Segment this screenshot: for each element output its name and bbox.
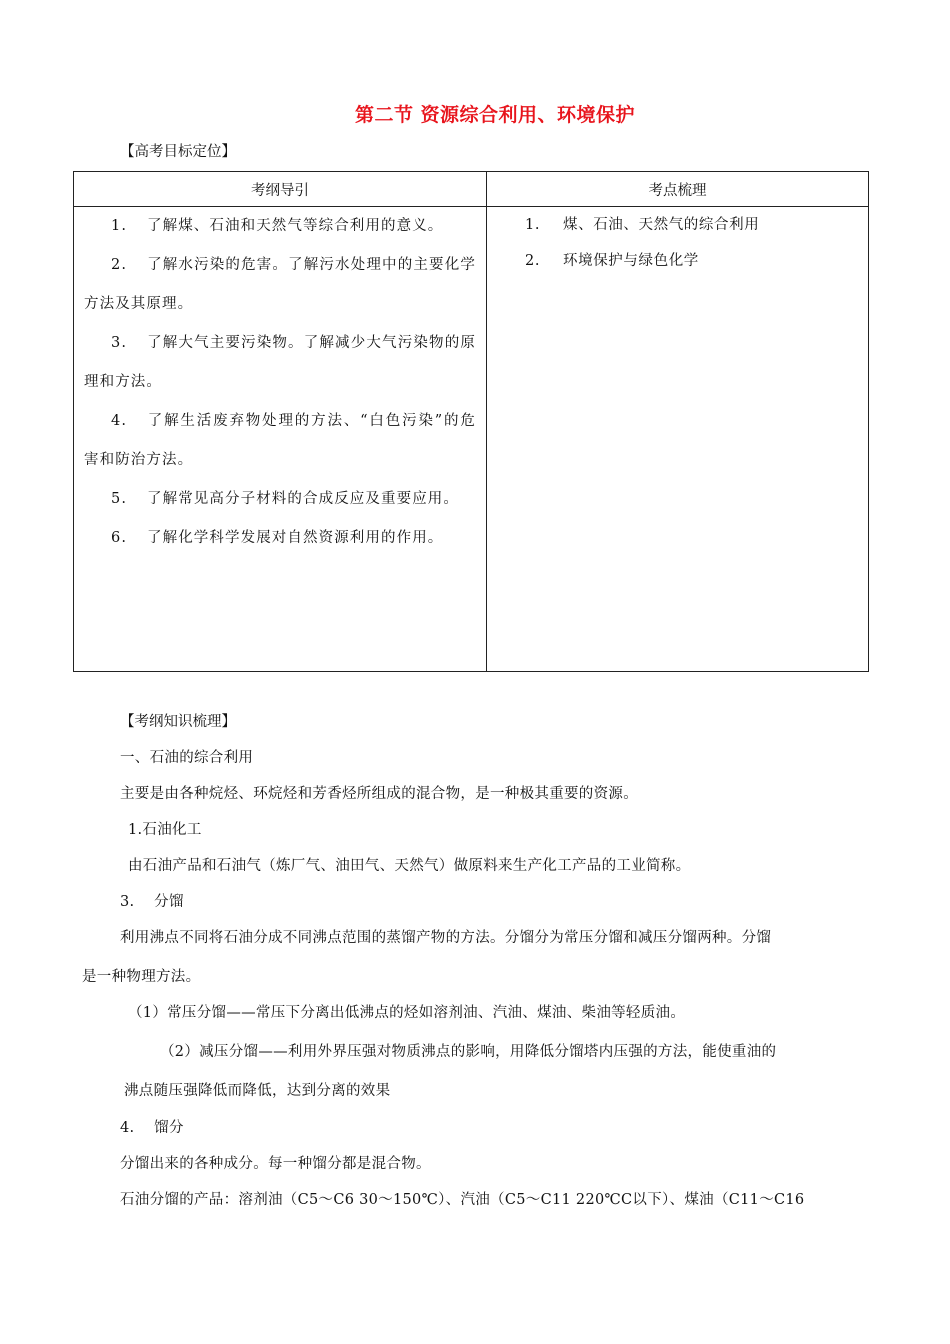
header-exam-points: 考点梳理 <box>487 172 869 207</box>
requirement-item: 3. 了解大气主要污染物。了解减少大气污染物的原理和方法。 <box>84 335 476 390</box>
section-title: 第二节 资源综合利用、环境保护 <box>354 104 636 126</box>
subheading: 3. 分馏 <box>120 894 184 910</box>
requirement-item: 4. 了解生活废弃物处理的方法、“白色污染”的危害和防治方法。 <box>84 413 476 468</box>
requirement-item: 2. 了解水污染的危害。了解污水处理中的主要化学方法及其原理。 <box>84 257 476 312</box>
heading-petroleum: 一、石油的综合利用 <box>120 750 254 766</box>
requirement-item: 5. 了解常见高分子材料的合成反应及重要应用。 <box>111 491 459 507</box>
paragraph: （1）常压分馏——常压下分离出低沸点的烃如溶剂油、汽油、煤油、柴油等轻质油。 <box>128 1005 686 1021</box>
exam-points-cell <box>487 207 869 672</box>
knowledge-section-label: 【考纲知识梳理】 <box>120 714 236 730</box>
paragraph: 主要是由各种烷烃、环烷烃和芳香烃所组成的混合物，是一种极其重要的资源。 <box>120 786 638 802</box>
requirements-cell <box>74 207 487 672</box>
paragraph: 是一种物理方法。 <box>82 969 201 985</box>
goal-table-header-row <box>74 172 869 207</box>
paragraph: 由石油产品和石油气（炼厂气、油田气、天然气）做原料来生产化工产品的工业简称。 <box>128 858 691 874</box>
goal-section-label: 【高考目标定位】 <box>120 144 236 160</box>
goal-table <box>73 171 869 672</box>
header-syllabus-guide: 考纲导引 <box>74 172 487 207</box>
paragraph: （2）减压分馏——利用外界压强对物质沸点的影响，用降低分馏塔内压强的方法，能使重油的 <box>160 1044 777 1060</box>
subheading: 4. 馏分 <box>120 1120 184 1136</box>
requirement-item: 1. 了解煤、石油和天然气等综合利用的意义。 <box>111 218 444 234</box>
requirement-item: 6. 了解化学科学发展对自然资源利用的作用。 <box>111 530 444 546</box>
subheading: 1.石油化工 <box>128 822 202 838</box>
goal-table-body-row <box>74 207 869 672</box>
paragraph: 沸点随压强降低而降低，达到分离的效果 <box>124 1083 391 1099</box>
exam-point-item: 1. 煤、石油、天然气的综合利用 <box>525 217 760 233</box>
exam-point-item: 2. 环境保护与绿色化学 <box>525 253 699 269</box>
paragraph: 分馏出来的各种成分。每一种馏分都是混合物。 <box>120 1156 431 1172</box>
paragraph: 利用沸点不同将石油分成不同沸点范围的蒸馏产物的方法。分馏分为常压分馏和减压分馏两种。分馏 <box>120 930 772 946</box>
paragraph: 石油分馏的产品：溶剂油（C5～C6 30～150℃）、汽油（C5～C11 220℃C以下）、煤油（C11～C16 <box>120 1192 805 1208</box>
